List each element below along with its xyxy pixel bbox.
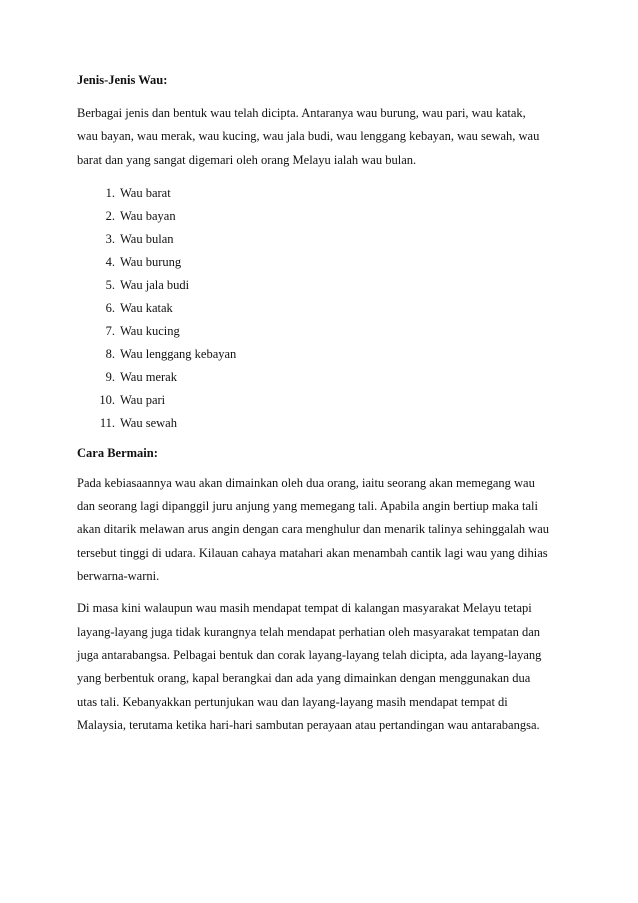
list-number: 9. [105,369,115,384]
paragraph-line: akan ditarik melawan arus angin dengan cara menghulur dan menarik talinya sehinggalah wau [77,522,550,537]
paragraph-line: wau bayan, wau merak, wau kucing, wau jala budi, wau lenggang kebayan, wau sewah, wau [77,129,540,144]
list-text: Wau merak [120,369,177,384]
list-text: Wau lenggang kebayan [120,346,237,361]
list-item [77,297,567,320]
list-number: 10. [99,392,115,407]
list-number: 1. [105,185,115,200]
list-text: Wau kucing [120,323,180,338]
list-item [77,389,567,412]
list-text: Wau bayan [120,208,176,223]
paragraph-line: layang-layang juga tidak kurangnya telah mendapat perhatian oleh masyarakat tempatan dan [77,624,541,639]
paragraph-line: tersebut tinggi di udara. Kilauan cahaya matahari akan menambah cantik lagi wau yang dihias [77,545,548,560]
list-text: Wau bulan [120,231,174,246]
list-text: Wau sewah [120,415,177,430]
paragraph-line: berwarna-warni. [77,569,160,584]
list-number: 7. [105,323,115,338]
paragraph-line: barat dan yang sangat digemari oleh orang Melayu ialah wau bulan. [77,152,417,167]
list-number: 2. [105,208,115,223]
section-heading-jenis-wau: Jenis-Jenis Wau: [77,73,168,87]
list-text: Wau pari [120,392,166,407]
list-text: Wau barat [120,185,171,200]
paragraph-line: Di masa kini walaupun wau masih mendapat tempat di kalangan masyarakat Melayu tetapi [77,601,532,616]
wau-types-list [77,182,567,435]
list-text: Wau burung [120,254,182,269]
paragraph-line: yang berbentuk orang, kapal berangkai dan ada yang dimainkan dengan menggunakan dua [77,671,531,686]
list-text: Wau katak [120,300,173,315]
section-heading-cara-bermain: Cara Bermain: [77,445,158,460]
list-number: 8. [105,346,115,361]
how-to-play-paragraph [77,472,567,588]
list-item [77,320,567,343]
document-page [77,66,567,737]
paragraph-line: Berbagai jenis dan bentuk wau telah dicipta. Antaranya wau burung, wau pari, wau katak, [77,106,526,120]
list-number: 4. [105,254,115,269]
list-item [77,228,567,251]
list-item [77,343,567,366]
list-number: 11. [99,415,115,430]
list-number: 5. [105,277,115,292]
paragraph-line: dan seorang lagi dipanggil juru anjung yang memegang tali. Apabila angin bertiup maka tali [77,499,538,514]
list-item [77,205,567,228]
list-item [77,251,567,274]
list-number: 6. [105,300,115,315]
list-item [77,366,567,389]
paragraph-line: Pada kebiasaannya wau akan dimainkan oleh dua orang, iaitu seorang akan memegang wau [77,475,535,490]
list-item [77,274,567,297]
paragraph-line: utas tali. Kebanyakkan pertunjukan wau dan layang-layang masih mendapat tempat di [77,694,508,709]
list-item [77,182,567,205]
modern-day-paragraph [77,597,567,737]
list-text: Wau jala budi [120,277,190,292]
paragraph-line: juga antarabangsa. Pelbagai bentuk dan corak layang-layang telah dicipta, ada layang-layang [77,647,542,662]
intro-paragraph [77,102,567,172]
list-item [77,412,567,435]
paragraph-line: Malaysia, terutama ketika hari-hari sambutan perayaan atau pertandingan wau antarabangsa. [77,717,540,732]
list-number: 3. [105,231,115,246]
